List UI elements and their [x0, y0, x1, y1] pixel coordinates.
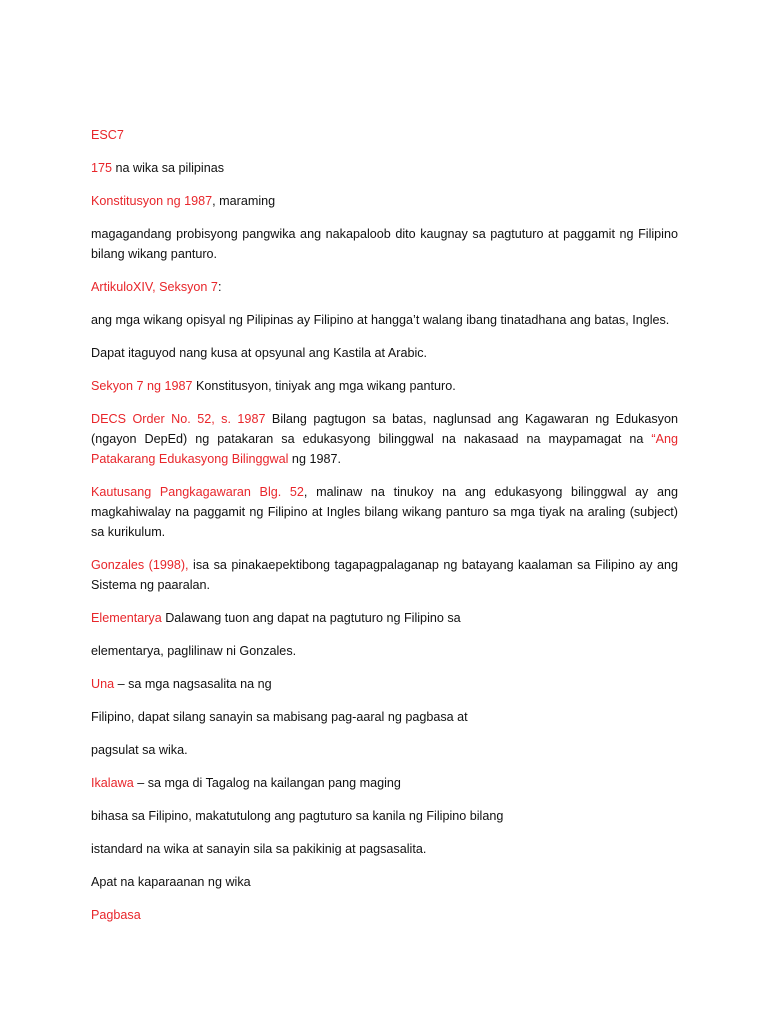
body-text: bihasa sa Filipino, makatutulong ang pagtuturo sa kanila ng Filipino bilang: [91, 809, 504, 823]
paragraph-7: [91, 343, 678, 363]
body-text: isa sa pinakaepektibong tagapagpalaganap ng batayang kaalaman sa Filipino ay ang Sistema ng paaralan.: [91, 558, 678, 592]
body-text: Filipino, dapat silang sanayin sa mabisang pag-aaral ng pagbasa at: [91, 710, 468, 724]
paragraph-2: [91, 158, 678, 178]
body-text: – sa mga nagsasalita na ng: [114, 677, 272, 691]
paragraph-4: [91, 224, 678, 264]
highlighted-term: Kautusang Pangkagawaran Blg. 52: [91, 485, 304, 499]
paragraph-21: [91, 905, 678, 925]
body-text: Dalawang tuon ang dapat na pagtuturo ng Filipino sa: [161, 611, 461, 625]
highlighted-term: Pagbasa: [91, 908, 141, 922]
body-text: Bilang pagtugon sa batas, naglunsad ang Kagawaran ng Edukasyon (ngayon DepEd) ng patakaran sa edukasyong bilinggwal na nakasaad na maypamagat na: [91, 412, 678, 446]
paragraph-17: [91, 773, 678, 793]
highlighted-term: Sekyon 7 ng 1987: [91, 379, 193, 393]
paragraph-16: [91, 740, 678, 760]
body-text: magagandang probisyong pangwika ang nakapaloob dito kaugnay sa pagtuturo at paggamit ng Filipino bilang wikang panturo.: [91, 227, 678, 261]
body-text: – sa mga di Tagalog na kailangan pang maging: [133, 776, 401, 790]
body-text: na wika sa pilipinas: [112, 161, 225, 175]
highlighted-term: 175: [91, 161, 113, 175]
paragraph-20: [91, 872, 678, 892]
highlighted-term: Gonzales (1998),: [91, 558, 189, 572]
body-text: :: [217, 280, 222, 294]
paragraph-11: [91, 555, 678, 595]
document-body: [91, 125, 678, 938]
body-text: Dapat itaguyod nang kusa at opsyunal ang Kastila at Arabic.: [91, 346, 428, 360]
highlighted-term: Una: [91, 677, 115, 691]
paragraph-8: [91, 376, 678, 396]
paragraph-15: [91, 707, 678, 727]
body-text: Apat na kaparaanan ng wika: [91, 875, 251, 889]
paragraph-3: [91, 191, 678, 211]
highlighted-term: “Ang Patakarang Edukasyong Bilinggwal: [91, 432, 678, 466]
paragraph-14: [91, 674, 678, 694]
body-text: ng 1987.: [288, 452, 341, 466]
highlighted-term: ArtikuloXIV, Seksyon 7: [91, 280, 218, 294]
body-text: Konstitusyon, tiniyak ang mga wikang panturo.: [192, 379, 456, 393]
paragraph-1: [91, 125, 678, 145]
paragraph-18: [91, 806, 678, 826]
paragraph-9: [91, 409, 678, 469]
paragraph-12: [91, 608, 678, 628]
body-text: pagsulat sa wika.: [91, 743, 188, 757]
body-text: istandard na wika at sanayin sila sa pakikinig at pagsasalita.: [91, 842, 427, 856]
highlighted-term: Ikalawa: [91, 776, 134, 790]
paragraph-19: [91, 839, 678, 859]
highlighted-term: Konstitusyon ng 1987: [91, 194, 213, 208]
paragraph-5: [91, 277, 678, 297]
paragraph-10: [91, 482, 678, 542]
paragraph-6: [91, 310, 678, 330]
body-text: , maraming: [212, 194, 276, 208]
highlighted-term: ESC7: [91, 128, 124, 142]
highlighted-term: Elementarya: [91, 611, 162, 625]
body-text: elementarya, paglilinaw ni Gonzales.: [91, 644, 297, 658]
paragraph-13: [91, 641, 678, 661]
body-text: , malinaw na tinukoy na ang edukasyong bilinggwal ay ang magkahiwalay na paggamit ng Filipino at Ingles bilang wikang panturo sa mga tiyak na araling (subject) sa kurikulum.: [91, 485, 678, 539]
body-text: ang mga wikang opisyal ng Pilipinas ay Filipino at hangga’t walang ibang tinatadhana ang batas, Ingles.: [91, 313, 670, 327]
highlighted-term: DECS Order No. 52, s. 1987: [91, 412, 266, 426]
